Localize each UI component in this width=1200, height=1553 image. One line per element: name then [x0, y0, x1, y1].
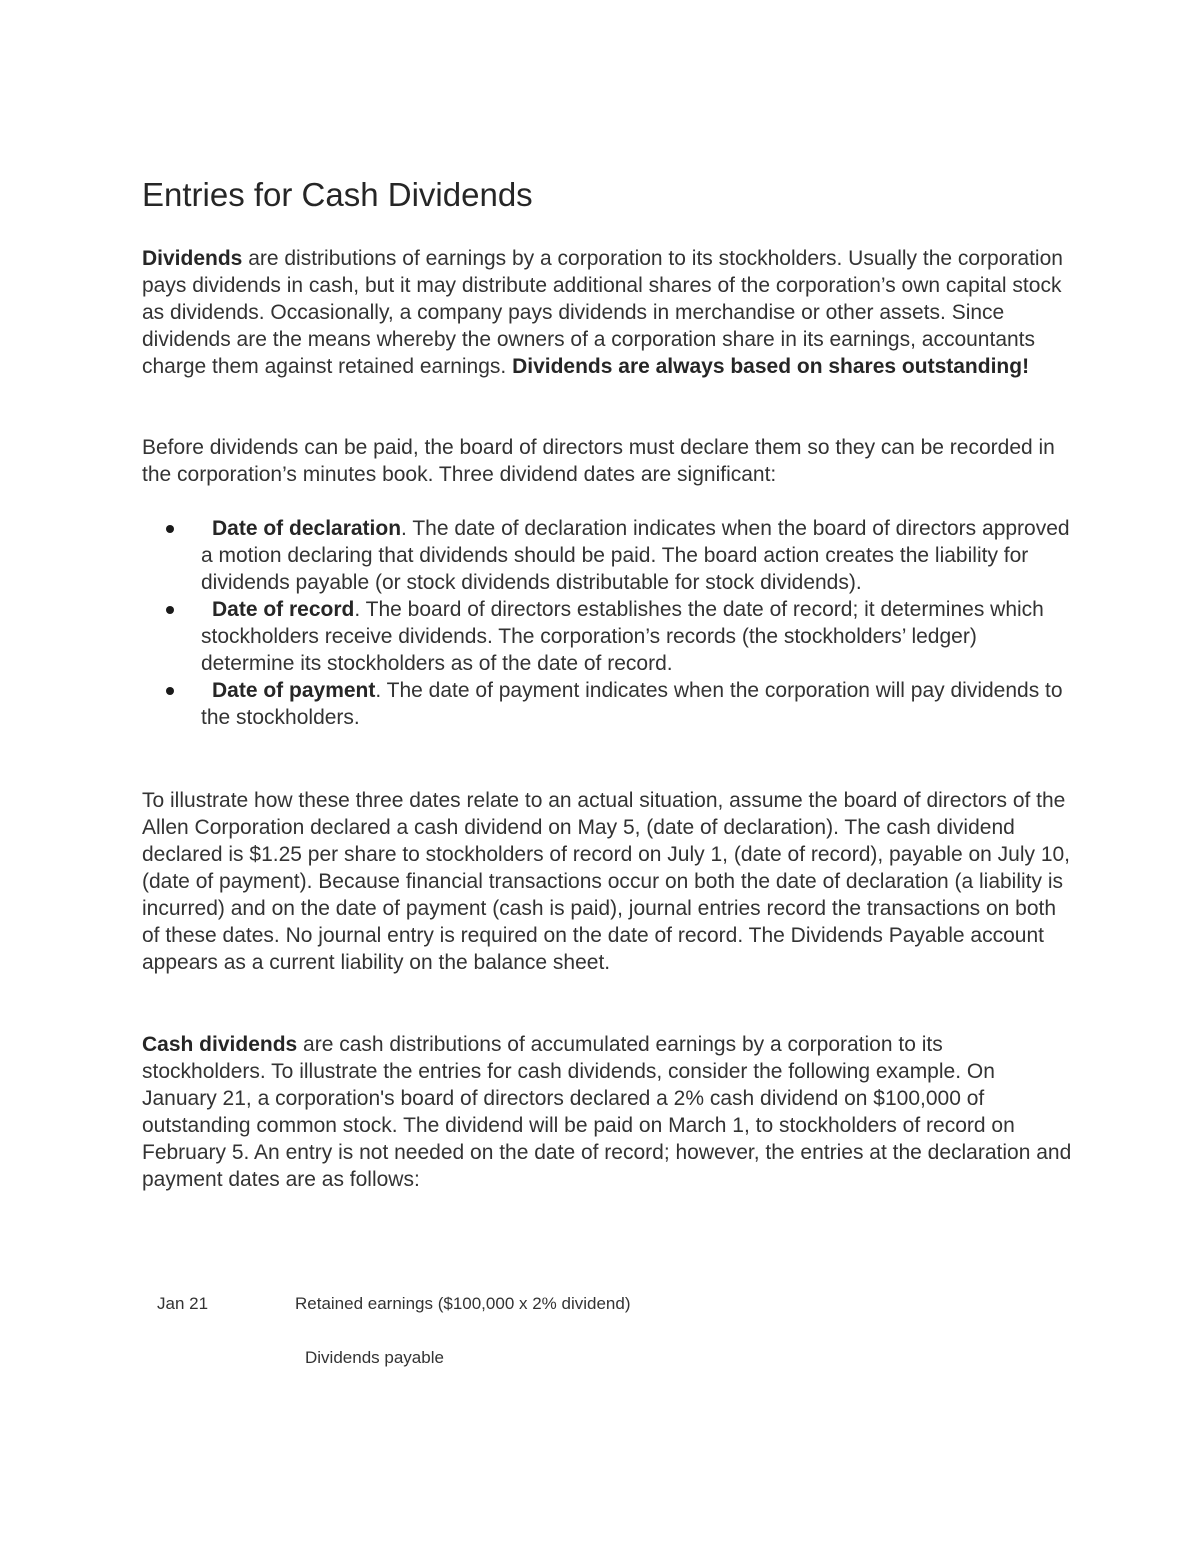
paragraph-text: are distributions of earnings by a corporation to its stockholders. Usually the corporation pays dividends in cash, but it may distribute additional shares of the corporation’s own capital stock as dividends. Occasionally, a company pays dividends in merchandise or other assets. Since dividends are the means whereby the owners of a corporation share in its earnings, accountants charge them against retained earnings.	[142, 247, 1063, 378]
term-date-of-payment: Date of payment	[212, 679, 376, 702]
list-item-text: . The board of directors establishes the date of record; it determines which stockholders receive dividends. The corporation’s records (the stockholders’ ledger) determine its stockholders as of the date of record.	[201, 598, 1044, 675]
term-cash-dividends: Cash dividends	[142, 1033, 298, 1056]
list-item-text: . The date of payment indicates when the corporation will pay dividends to the stockholders.	[201, 679, 1063, 729]
dividend-dates-list	[142, 515, 1072, 731]
paragraph-dividend-dates-intro: Before dividends can be paid, the board of directors must declare them so they can be recorded in the corporation’s minutes book. Three dividend dates are significant:	[142, 436, 1055, 486]
bullet-icon	[166, 606, 174, 614]
journal-debit-account: Retained earnings ($100,000 x 2% dividend)	[295, 1294, 631, 1313]
term-dividends: Dividends	[142, 247, 243, 270]
document-title: Entries for Cash Dividends	[142, 176, 533, 213]
list-item-text: . The date of declaration indicates when the board of directors approved a motion declaring that dividends should be paid. The board action creates the liability for dividends payable (or stock dividends distributable for stock dividends).	[201, 517, 1070, 594]
term-date-of-record: Date of record	[212, 598, 355, 621]
list-item	[142, 515, 1072, 596]
list-item	[142, 596, 1072, 677]
paragraph-text: are cash distributions of accumulated earnings by a corporation to its stockholders. To illustrate the entries for cash dividends, consider the following example. On January 21, a corporation's board of directors declared a 2% cash dividend on $100,000 of outstanding common stock. The dividend will be paid on March 1, to stockholders of record on February 5. An entry is not needed on the date of record; however, the entries at the declaration and payment dates are as follows:	[142, 1033, 1072, 1191]
bullet-icon	[166, 525, 174, 533]
journal-credit-account: Dividends payable	[305, 1348, 444, 1367]
emphasis-statement: Dividends are always based on shares outstanding!	[512, 355, 1030, 378]
bullet-icon	[166, 687, 174, 695]
list-item	[142, 677, 1072, 731]
paragraph-cash-dividends	[142, 1031, 1072, 1193]
paragraph-allen-example: To illustrate how these three dates relate to an actual situation, assume the board of directors of the Allen Corporation declared a cash dividend on May 5, (date of declaration). The cash dividend declared is $1.25 per share to stockholders of record on July 1, (date of record), payable on July 10, (date of payment). Because financial transactions occur on both the date of declaration (a liability is incurred) and on the date of payment (cash is paid), journal entries record the transactions on both of these dates. No journal entry is required on the date of record. The Dividends Payable account appears as a current liability on the balance sheet.	[142, 789, 1071, 974]
term-date-of-declaration: Date of declaration	[212, 517, 402, 540]
journal-entry-date: Jan 21	[157, 1294, 209, 1313]
paragraph-dividends-definition	[142, 245, 1072, 380]
